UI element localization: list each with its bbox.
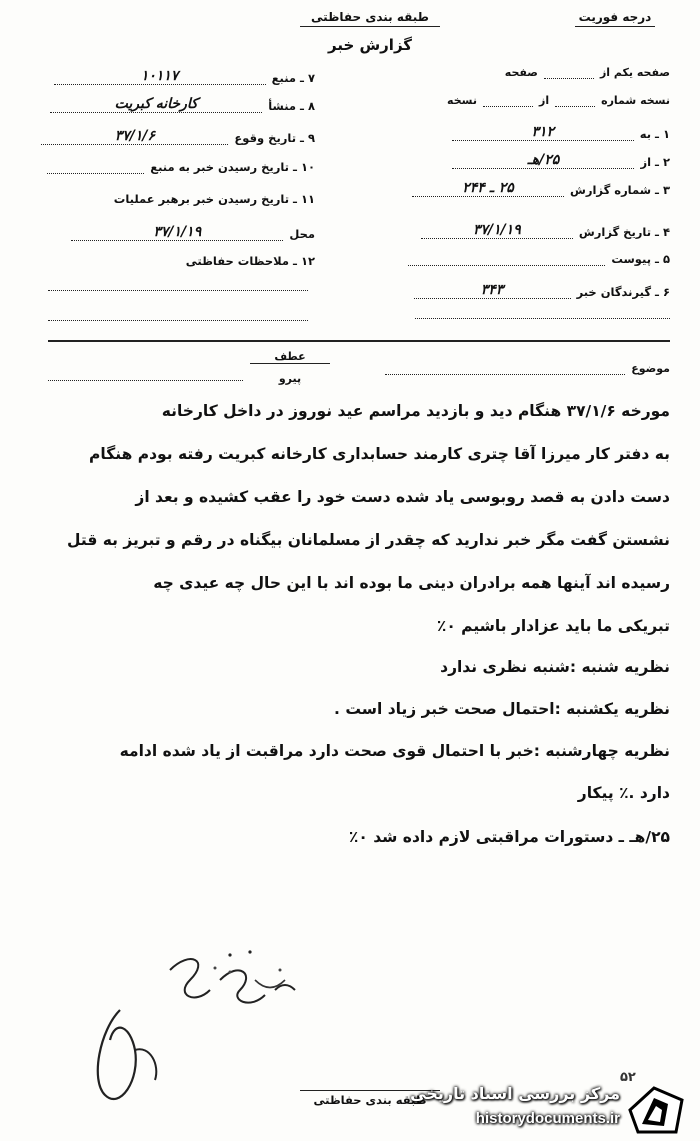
field-from: [452, 152, 670, 169]
field-value: کارخانه کبریت: [50, 96, 262, 113]
body-line: نشستن گفت مگر خبر ندارید که چقدر از مسلمانان بیگناه در رقم و تبریز به قتل: [67, 531, 670, 549]
reference-atf: عطف: [250, 350, 330, 364]
field-value: ۱۰۱۱۷: [54, 68, 266, 85]
body-line: به دفتر کار میرزا آقا چتری کارمند حسابداری کارخانه کبریت رفته بودم هنگام: [89, 445, 670, 463]
field-label: ۷ ـ منبع: [271, 71, 315, 85]
field-label: ۵ ـ پیوست: [611, 252, 670, 266]
field-date-to-source: [47, 160, 315, 174]
field-origin: [50, 96, 315, 113]
field-source: [54, 68, 315, 85]
watermark-title: مرکز بررسی اسناد تاریخی: [410, 1084, 620, 1103]
field-label: ۴ ـ تاریخ گزارش: [578, 225, 670, 239]
body-line: نظریه چهارشنبه :خبر با احتمال قوی صحت دارد مراقبت از یاد شده ادامه: [119, 742, 670, 760]
field-recipients: [414, 282, 670, 299]
handwritten-signature: [80, 930, 320, 1120]
copy-info: [447, 94, 670, 107]
page-label: صفحه یکم از: [599, 66, 670, 79]
page-info: [505, 66, 670, 79]
copy-label: نسخه شماره: [601, 94, 670, 107]
field-label: ۱۲ ـ ملاحظات حفاظتی: [185, 254, 315, 268]
page-suffix: صفحه: [504, 66, 538, 79]
page-number: ۵۲: [620, 1070, 636, 1085]
field-label: ۸ ـ منشأ: [268, 99, 315, 113]
body-line: مورخه ۳۷/۱/۶ هنگام دید و بازدید مراسم عید نوروز در داخل کارخانه: [161, 402, 670, 420]
field-date-to-ops: [108, 192, 315, 206]
field-label: ۱۱ ـ تاریخ رسیدن خبر برهبر عملیات: [113, 192, 315, 206]
field-report-number: [412, 180, 670, 197]
faint-marks: [200, 960, 330, 1000]
field-label: ۱ ـ به: [639, 127, 670, 141]
field-value: ۳۱۲: [452, 124, 634, 141]
field-label: ۳ ـ شماره گزارش: [570, 183, 670, 197]
field-location: [71, 224, 315, 241]
priority-label: درجه فوریت: [575, 10, 655, 27]
body-line: ۲۵/هـ ـ دستورات مراقبتی لازم داده شد ۰٪: [348, 828, 670, 846]
classification-bottom: طبقه بندی حفاظتی: [300, 1090, 440, 1107]
body-line: دست دادن به قصد روبوسی یاد شده دست خود را عقب کشیده و بعد از: [135, 488, 670, 506]
body-line: دارد .٪ پیکار: [577, 784, 670, 802]
field-label: ۹ ـ تاریخ وقوع: [234, 131, 315, 145]
field-value: [47, 173, 144, 174]
body-line: تبریکی ما باید عزادار باشیم ۰٪: [436, 617, 670, 635]
field-label: محل: [289, 227, 315, 241]
field-value: ۳۷/۱/۱۹: [421, 222, 573, 239]
field-report-date: [421, 222, 670, 239]
copy-suffix: نسخه: [447, 94, 477, 107]
field-event-date: [41, 128, 315, 145]
body-line: رسیده اند آینها همه برادران دینی ما بوده اند با این حال چه عیدی چه: [153, 574, 670, 592]
field-attachment: [408, 252, 670, 266]
form-title: گزارش خبر: [327, 36, 413, 54]
body-line: نظریه یکشنبه :احتمال صحت خبر زیاد است .: [334, 700, 670, 718]
field-label: ۶ ـ گیرندگان خبر: [576, 285, 670, 299]
field-value: ۳۷/۱/۱۹: [71, 224, 283, 241]
header-separator: [48, 340, 670, 342]
subject-row: [385, 362, 670, 375]
field-security-notes: [180, 254, 315, 268]
reference-peyro: پیرو: [278, 372, 302, 385]
field-value: ۳۴۳: [414, 282, 571, 299]
field-value: ۲۵/هـ: [452, 152, 634, 169]
body-line: نظریه شنبه :شنبه نظری ندارد: [440, 658, 670, 676]
field-value: ۳۷/۱/۶: [41, 128, 228, 145]
classification-top: طبقه بندی حفاظتی: [300, 10, 440, 27]
watermark-logo-icon: [624, 1080, 686, 1138]
copy-from: از: [538, 94, 550, 107]
subject-label: موضوع: [631, 362, 670, 375]
field-label: ۱۰ ـ تاریخ رسیدن خبر به منبع: [150, 160, 315, 174]
field-value: [408, 265, 605, 266]
field-to: [452, 124, 670, 141]
field-value: ۲۵ ـ ۲۴۴: [412, 180, 564, 197]
watermark-url: historydocuments.ir: [475, 1110, 620, 1127]
field-label: ۲ ـ از: [640, 155, 670, 169]
